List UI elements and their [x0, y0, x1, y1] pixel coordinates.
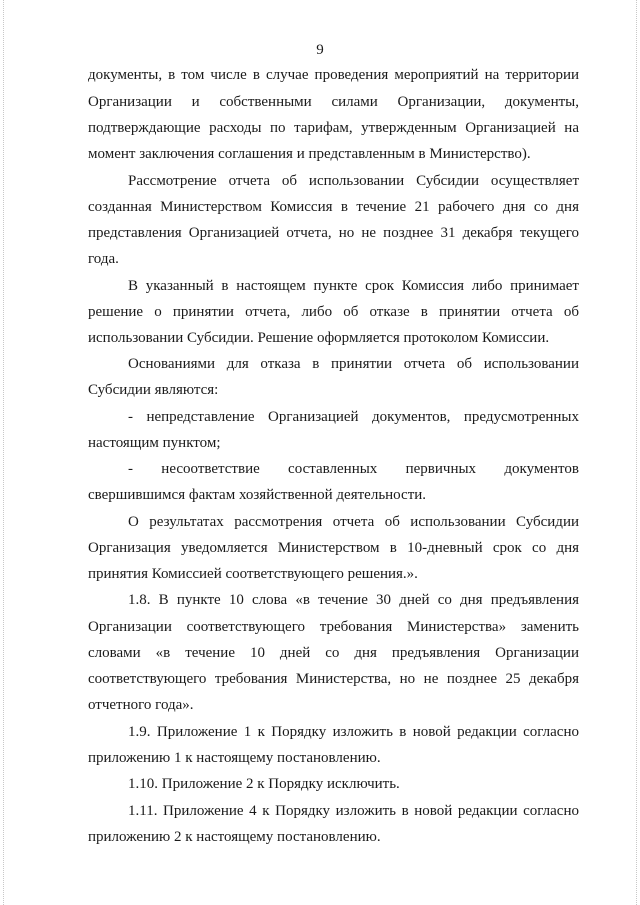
text-line: Основаниями для отказа в принятии отчета об использовании: [128, 356, 579, 372]
text-line: свершившимся фактам хозяйственной деятельности.: [88, 487, 427, 503]
text-line: года.: [88, 251, 119, 267]
text-line: использовании Субсидии. Решение оформляется протоколом Комиссии.: [88, 330, 550, 346]
text-line: О результатах рассмотрения отчета об использовании Субсидии: [128, 514, 579, 530]
text-line: В указанный в настоящем пункте срок Комиссия либо принимает: [128, 278, 579, 294]
text-line: 1.9. Приложение 1 к Порядку изложить в новой редакции согласно: [128, 724, 579, 740]
list-item: - непредставление Организацией документов, предусмотренных: [128, 409, 579, 425]
text-line: Организации и собственными силами Организации, документы,: [88, 94, 579, 110]
text-line: решение о принятии отчета, либо об отказе в принятии отчета об: [88, 304, 579, 320]
text-line: словами «в течение 10 дней со дня предъявления Организации: [88, 645, 579, 661]
text-line: 1.8. В пункте 10 слова «в течение 30 дней со дня предъявления: [128, 592, 579, 608]
list-item: - несоответствие составленных первичных документов: [128, 461, 579, 477]
text-line: 1.10. Приложение 2 к Порядку исключить.: [128, 776, 400, 792]
text-line: Организация уведомляется Министерством в 10-дневный срок со дня: [88, 540, 579, 556]
text-line: Организации соответствующего требования Министерства» заменить: [88, 619, 579, 635]
text-line: документы, в том числе в случае проведения мероприятий на территории: [88, 67, 579, 83]
text-line: принятия Комиссией соответствующего решения.».: [88, 566, 418, 582]
text-line: созданная Министерством Комиссия в течение 21 рабочего дня со дня: [88, 199, 579, 215]
text-line: подтверждающие расходы по тарифам, утвержденным Организацией на: [88, 120, 579, 136]
scan-edge-right: [636, 0, 637, 905]
text-line: Субсидии являются:: [88, 382, 219, 398]
text-line: приложению 1 к настоящему постановлению.: [88, 750, 381, 766]
text-line: момент заключения соглашения и представленным в Министерство).: [88, 146, 531, 162]
text-line: представления Организацией отчета, но не позднее 31 декабря текущего: [88, 225, 579, 241]
text-line: 1.11. Приложение 4 к Порядку изложить в новой редакции согласно: [128, 803, 579, 819]
text-line: соответствующего требования Министерства, но не позднее 25 декабря: [88, 671, 579, 687]
text-line: Рассмотрение отчета об использовании Субсидии осуществляет: [128, 173, 579, 189]
text-line: отчетного года».: [88, 697, 194, 713]
page-number: 9: [316, 42, 324, 58]
text-line: настоящим пунктом;: [88, 435, 221, 451]
scan-edge-left: [3, 0, 4, 905]
text-line: приложению 2 к настоящему постановлению.: [88, 829, 381, 845]
